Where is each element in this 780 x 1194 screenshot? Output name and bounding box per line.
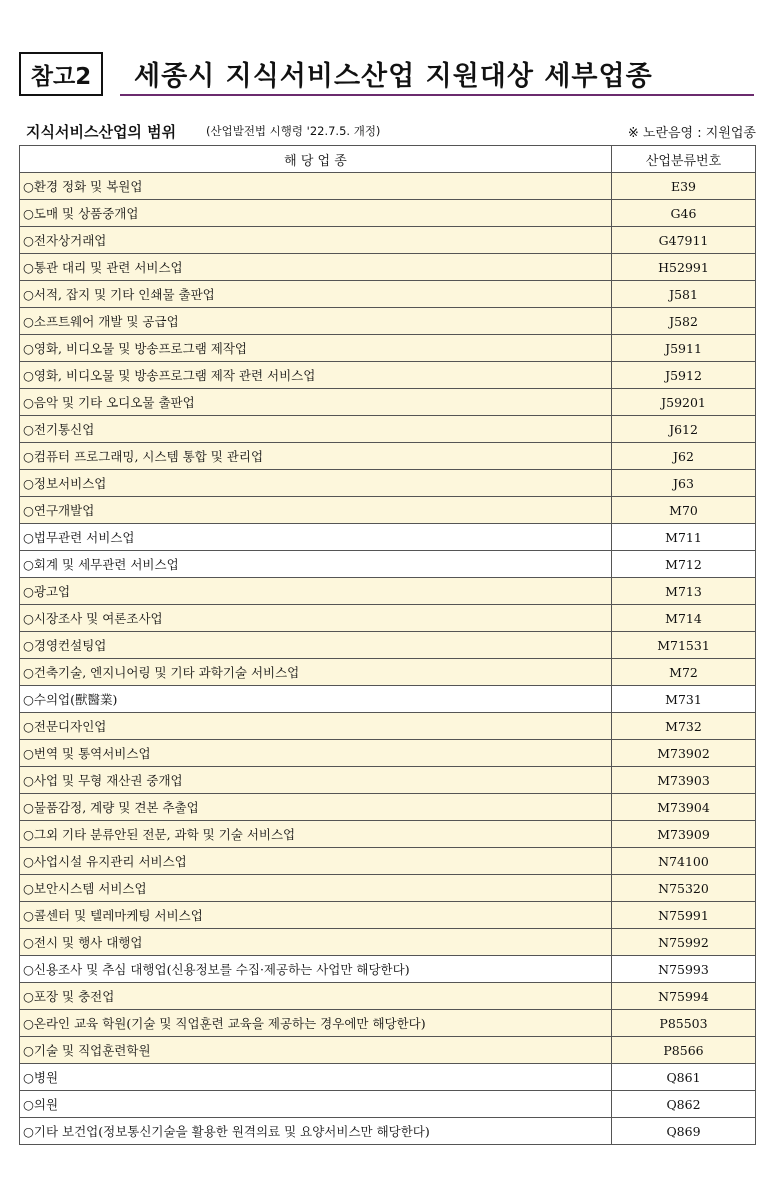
table-row [20,632,756,659]
industry-name: ○전기통신업 [20,416,612,443]
classification-code: N75320 [612,875,756,902]
classification-code: E39 [612,173,756,200]
table-row [20,389,756,416]
table-row [20,362,756,389]
table-row [20,470,756,497]
table-row [20,1064,756,1091]
classification-code: M70 [612,497,756,524]
classification-code: N75994 [612,983,756,1010]
industry-name: ○그외 기타 분류안된 전문, 과학 및 기술 서비스업 [20,821,612,848]
classification-code: Q862 [612,1091,756,1118]
table-row [20,794,756,821]
industry-name: ○수의업(獸醫業) [20,686,612,713]
industry-name: ○영화, 비디오물 및 방송프로그램 제작업 [20,335,612,362]
industry-name: ○보안시스템 서비스업 [20,875,612,902]
legal-basis-note: (산업발전법 시행령 '22.7.5. 개정) [206,124,381,138]
table-row [20,929,756,956]
industry-name: ○물품감정, 계량 및 견본 추출업 [20,794,612,821]
table-row [20,956,756,983]
classification-code: J5911 [612,335,756,362]
classification-code: M73902 [612,740,756,767]
classification-code: M714 [612,605,756,632]
industry-name: ○연구개발업 [20,497,612,524]
classification-code: N75993 [612,956,756,983]
document-header [19,52,754,102]
table-row [20,200,756,227]
industry-name: ○소프트웨어 개발 및 공급업 [20,308,612,335]
table-row [20,713,756,740]
table-row [20,1118,756,1145]
industry-name: ○법무관련 서비스업 [20,524,612,551]
industry-name: ○음악 및 기타 오디오물 출판업 [20,389,612,416]
industry-name: ○정보서비스업 [20,470,612,497]
classification-code: P85503 [612,1010,756,1037]
industry-name: ○번역 및 통역서비스업 [20,740,612,767]
table-row [20,497,756,524]
table-row [20,1037,756,1064]
industry-name: ○전시 및 행사 대행업 [20,929,612,956]
page-title: 세종시 지식서비스산업 지원대상 세부업종 [120,52,754,96]
industry-name: ○건축기술, 엔지니어링 및 기타 과학기술 서비스업 [20,659,612,686]
classification-code: M731 [612,686,756,713]
table-row [20,524,756,551]
section-title: 지식서비스산업의 범위 [26,123,177,141]
classification-code: N75991 [612,902,756,929]
classification-code: M73904 [612,794,756,821]
industry-table-container [19,145,755,1145]
industry-name: ○시장조사 및 여론조사업 [20,605,612,632]
table-row [20,335,756,362]
classification-code: M73903 [612,767,756,794]
industry-name: ○온라인 교육 학원(기술 및 직업훈련 교육을 제공하는 경우에만 해당한다) [20,1010,612,1037]
table-row [20,686,756,713]
table-row [20,551,756,578]
table-row [20,875,756,902]
table-body [20,173,756,1145]
industry-name: ○전자상거래업 [20,227,612,254]
industry-name: ○의원 [20,1091,612,1118]
industry-name: ○기타 보건업(정보통신기술을 활용한 원격의료 및 요양서비스만 해당한다) [20,1118,612,1145]
industry-name: ○경영컨설팅업 [20,632,612,659]
classification-code: J63 [612,470,756,497]
industry-name: ○신용조사 및 추심 대행업(신용정보를 수집·제공하는 사업만 해당한다) [20,956,612,983]
table-row [20,281,756,308]
industry-name: ○병원 [20,1064,612,1091]
table-row [20,1010,756,1037]
classification-code: M711 [612,524,756,551]
industry-name: ○콜센터 및 텔레마케팅 서비스업 [20,902,612,929]
industry-name: ○서적, 잡지 및 기타 인쇄물 출판업 [20,281,612,308]
table-row [20,308,756,335]
table-row [20,659,756,686]
table-row [20,821,756,848]
classification-code: G46 [612,200,756,227]
header-industry: 해 당 업 종 [20,146,612,173]
classification-code: J5912 [612,362,756,389]
industry-name: ○영화, 비디오물 및 방송프로그램 제작 관련 서비스업 [20,362,612,389]
classification-code: J62 [612,443,756,470]
classification-code: M713 [612,578,756,605]
table-row [20,578,756,605]
industry-table [19,145,756,1145]
table-row [20,983,756,1010]
classification-code: N74100 [612,848,756,875]
table-row [20,254,756,281]
classification-code: Q869 [612,1118,756,1145]
highlight-legend: ※ 노란음영 : 지원업종 [627,126,756,141]
reference-label: 참고2 [19,52,103,96]
industry-name: ○전문디자인업 [20,713,612,740]
classification-code: M732 [612,713,756,740]
classification-code: H52991 [612,254,756,281]
industry-name: ○사업시설 유지관리 서비스업 [20,848,612,875]
industry-name: ○컴퓨터 프로그래밍, 시스템 통합 및 관리업 [20,443,612,470]
classification-code: M712 [612,551,756,578]
header-classification-code: 산업분류번호 [612,146,756,173]
table-row [20,416,756,443]
table-row [20,1091,756,1118]
industry-name: ○기술 및 직업훈련학원 [20,1037,612,1064]
classification-code: J581 [612,281,756,308]
industry-name: ○광고업 [20,578,612,605]
classification-code: M72 [612,659,756,686]
classification-code: J59201 [612,389,756,416]
industry-name: ○사업 및 무형 재산권 중개업 [20,767,612,794]
table-row [20,902,756,929]
classification-code: N75992 [612,929,756,956]
classification-code: G47911 [612,227,756,254]
classification-code: M71531 [612,632,756,659]
industry-name: ○도매 및 상품중개업 [20,200,612,227]
classification-code: Q861 [612,1064,756,1091]
classification-code: J612 [612,416,756,443]
table-row [20,227,756,254]
table-row [20,767,756,794]
industry-name: ○포장 및 충전업 [20,983,612,1010]
table-caption [26,119,756,143]
classification-code: J582 [612,308,756,335]
classification-code: M73909 [612,821,756,848]
table-row [20,740,756,767]
industry-name: ○회계 및 세무관련 서비스업 [20,551,612,578]
table-row [20,173,756,200]
table-row [20,605,756,632]
table-row [20,443,756,470]
table-header-row [20,146,756,173]
industry-name: ○환경 정화 및 복원업 [20,173,612,200]
table-row [20,848,756,875]
classification-code: P8566 [612,1037,756,1064]
industry-name: ○통관 대리 및 관련 서비스업 [20,254,612,281]
